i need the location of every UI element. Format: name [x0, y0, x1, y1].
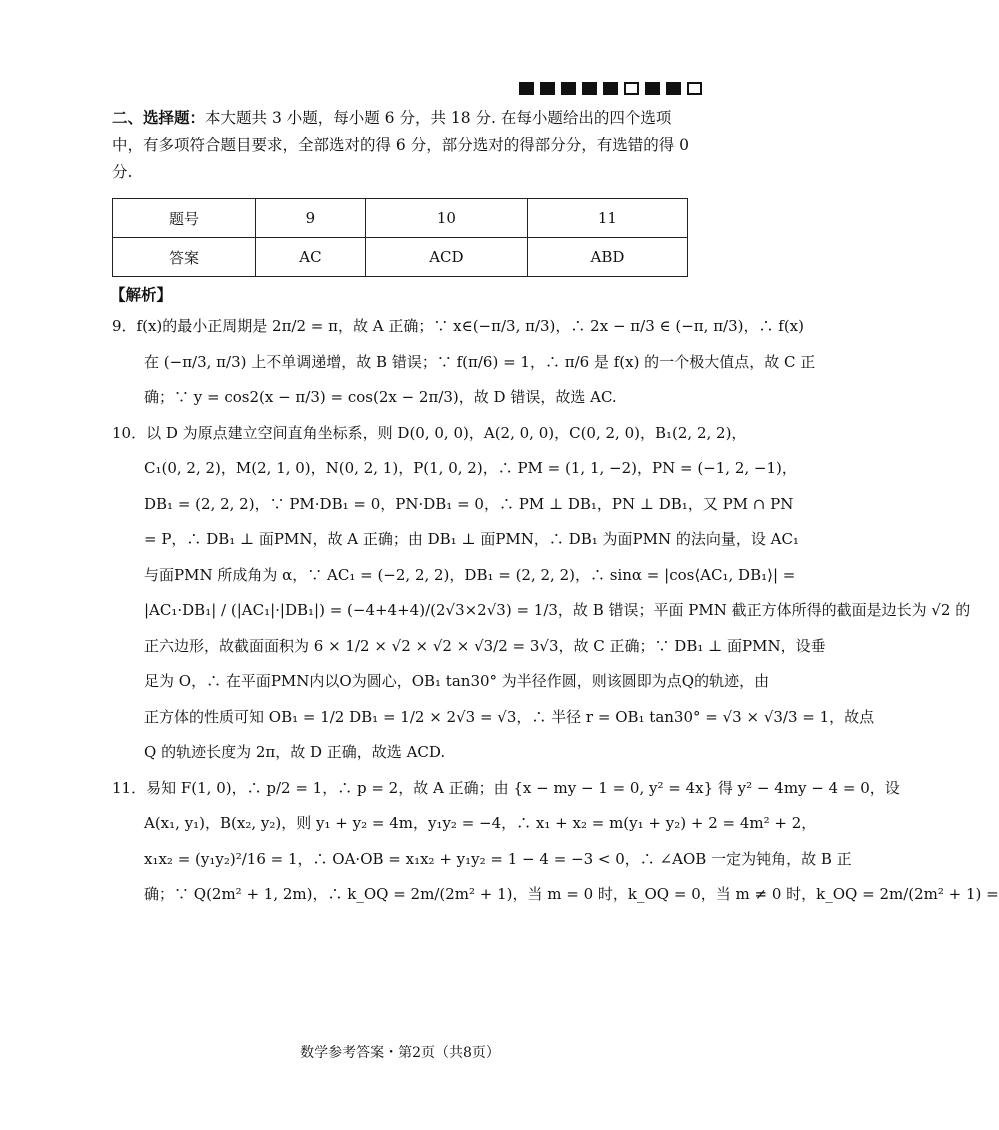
table-row: [113, 238, 688, 277]
solution-line: Q 的轨迹长度为 2π，故 D 正确，故选 ACD.: [144, 743, 446, 761]
solution-line: 确；∵ y = cos2(x − π/3) = cos(2x − 2π/3)，故 D 错误，故选 AC.: [144, 388, 617, 406]
question-number: 9．: [112, 317, 137, 335]
solution-line: DB₁ = (2, 2, 2)，∵ PM·DB₁ = 0，PN·DB₁ = 0，∴ PM ⊥ DB₁，PN ⊥ DB₁，又 PM ∩ PN: [144, 494, 794, 513]
solution-line: |AC₁·DB₁| / (|AC₁|·|DB₁|) = (−4+4+4)/(2√3×2√3) = 1/3，故 B 错误；平面 PMN 截正方体所得的截面是边长为 √2 的: [144, 601, 971, 619]
solution-line: C₁(0, 2, 2)，M(2, 1, 0)，N(0, 2, 1)，P(1, 0, 2)，∴ PM = (1, 1, −2)，PN = (−1, 2, −1)，: [144, 459, 797, 477]
table-row: [113, 199, 688, 238]
solution-line: [112, 416, 747, 452]
solution-q9: [112, 309, 816, 416]
solution-q11: [112, 771, 999, 913]
table-header-label: 题号: [113, 199, 256, 238]
filled-square-mark: [603, 82, 618, 95]
section-heading: [112, 104, 694, 186]
empty-square-mark: [624, 82, 639, 95]
solution-line: 足为 O，∴ 在平面PMN内以O为圆心，OB₁ tan30° 为半径作圆，则该圆即为点Q的轨迹，由: [144, 672, 770, 690]
solution-line: [112, 309, 804, 345]
solution-line: 与面PMN 所成角为 α，∵ AC₁ = (−2, 2, 2)，DB₁ = (2, 2, 2)，∴ sinα = |cos⟨AC₁, DB₁⟩| =: [144, 565, 796, 584]
page-footer: 数学参考答案・第2页（共8页）: [300, 1045, 500, 1061]
analysis-label: 【解析】: [110, 285, 173, 304]
solution-q10: [112, 416, 971, 771]
table-cell: ABD: [527, 238, 687, 277]
solution-line: x₁x₂ = (y₁y₂)²/16 = 1，∴ OA·OB = x₁x₂ + y₁y₂ = 1 − 4 = −3 < 0，∴ ∠AOB 一定为钝角，故 B 正: [144, 849, 852, 868]
solution-line: A(x₁, y₁)，B(x₂, y₂)，则 y₁ + y₂ = 4m，y₁y₂ = −4，∴ x₁ + x₂ = m(y₁ + y₂) + 2 = 4m² + 2，: [144, 814, 817, 832]
solution-line: 正六边形，故截面面积为 6 × 1/2 × √2 × √2 × √3/2 = 3√3，故 C 正确；∵ DB₁ ⊥ 面PMN，设垂: [144, 636, 826, 655]
filled-square-mark: [519, 82, 534, 95]
section-heading-label: 二、选择题：: [112, 108, 206, 127]
filled-square-mark: [582, 82, 597, 95]
solution-line: 在 (−π/3, π/3) 上不单调递增，故 B 错误；∵ f(π/6) = 1，∴ π/6 是 f(x) 的一个极大值点，故 C 正: [144, 352, 816, 371]
solution-text: 以 D 为原点建立空间直角坐标系，则 D(0, 0, 0)，A(2, 0, 0)，C(0, 2, 0)，B₁(2, 2, 2)，: [146, 423, 747, 442]
table-cell: ACD: [365, 238, 527, 277]
question-number: 10．: [112, 423, 147, 442]
table-cell: 10: [365, 199, 527, 238]
answer-table: [112, 198, 688, 277]
table-cell: 9: [256, 199, 366, 238]
filled-square-mark: [666, 82, 681, 95]
filled-square-mark: [540, 82, 555, 95]
table-cell: AC: [256, 238, 366, 277]
filled-square-mark: [561, 82, 576, 95]
page-marks: [519, 82, 702, 95]
solution-line: = P，∴ DB₁ ⊥ 面PMN，故 A 正确；由 DB₁ ⊥ 面PMN，∴ DB₁ 为面PMN 的法向量，设 AC₁: [144, 530, 799, 548]
filled-square-mark: [645, 82, 660, 95]
solution-line: 确；∵ Q(2m² + 1, 2m)，∴ k_OQ = 2m/(2m² + 1)，当 m = 0 时，k_OQ = 0，当 m ≠ 0 时，k_OQ = 2m/(2m² + 1) =: [144, 885, 999, 903]
solution-text: f(x)的最小正周期是 2π/2 = π，故 A 正确；∵ x∈(−π/3, π/3)，∴ 2x − π/3 ∈ (−π, π/3)，∴ f(x): [136, 317, 804, 335]
solution-line: 正方体的性质可知 OB₁ = 1/2 DB₁ = 1/2 × 2√3 = √3，∴ 半径 r = OB₁ tan30° = √3 × √3/3 = 1，故点: [144, 707, 875, 726]
section-heading-text: 本大题共 3 小题，每小题 6 分，共 18 分. 在每小题给出的四个选项中，有多项符合题目要求，全部选对的得 6 分，部分选对的得部分分，有选错的得 0 分.: [112, 109, 690, 181]
solution-line: [112, 771, 900, 807]
question-number: 11．: [112, 778, 147, 797]
solution-text: 易知 F(1, 0)，∴ p/2 = 1，∴ p = 2，故 A 正确；由 {x − my − 1 = 0, y² = 4x} 得 y² − 4my − 4 = 0，设: [146, 778, 900, 797]
table-answer-label: 答案: [113, 238, 256, 277]
table-cell: 11: [527, 199, 687, 238]
main-content: [110, 104, 999, 913]
empty-square-mark: [687, 82, 702, 95]
